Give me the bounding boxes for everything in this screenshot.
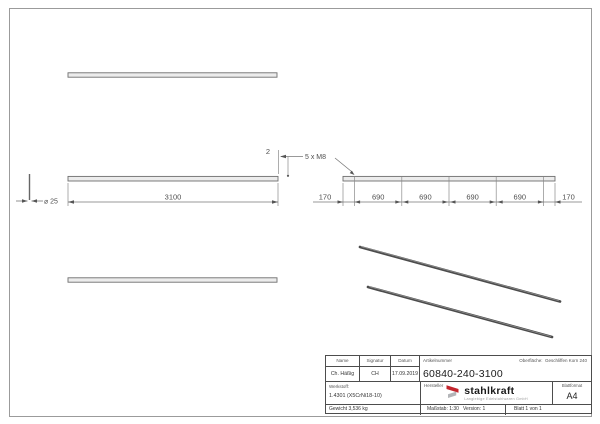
brand-logo: [421, 382, 552, 404]
manufacturer-label: Hersteller: [424, 383, 444, 388]
format-value: A4: [566, 391, 578, 401]
signature-label: Signatur: [360, 356, 390, 367]
signature-cell: [360, 356, 391, 381]
view-bottom-bar: [68, 278, 277, 282]
weight-value: Gewicht 3,536 kg: [329, 406, 368, 412]
sheet-cell: [506, 405, 591, 415]
brand-name: stahlkraft: [464, 384, 515, 397]
material-cell: [326, 382, 421, 404]
holes-callout: [280, 154, 355, 175]
chain-dim-0: 170: [318, 192, 332, 202]
manufacturer-cell: [421, 382, 553, 404]
article-cell: [420, 356, 591, 381]
view-isometric: [360, 247, 560, 337]
surface-label: Oberfläche:: [519, 358, 543, 363]
format-cell: [553, 382, 591, 404]
name-label: Name: [326, 356, 359, 367]
dimension-3100: [68, 193, 278, 204]
titleblock-row-1: [326, 356, 591, 382]
date-value: 17.09.2019: [392, 371, 418, 377]
weight-cell: [326, 405, 421, 415]
signature-value: CH: [371, 371, 379, 377]
titleblock-row-2: [326, 382, 591, 405]
sheet-value: Blatt 1 von 1: [514, 406, 542, 412]
view-top-bar: [68, 73, 277, 77]
brand-tagline: Langlebige Edelstahlwaren GmbH: [464, 396, 528, 401]
version-value: Version: 1: [463, 406, 486, 412]
surface-info: [519, 358, 587, 363]
chain-dim-4: 690: [513, 192, 527, 202]
dim-diameter-label: ⌀ 25: [44, 198, 58, 206]
dim-length-label: 3100: [164, 192, 182, 202]
stahlkraft-logo-icon: [445, 385, 460, 402]
dimension-diameter: [16, 174, 58, 206]
titleblock-row-3: [326, 405, 591, 415]
surface-value: Geschliffen Korn 240: [545, 358, 587, 363]
chain-dim-2: 690: [419, 192, 432, 202]
material-label: Werkstoff:: [329, 384, 350, 389]
view-front: [16, 147, 355, 206]
isometric-rod-2: [368, 287, 552, 337]
chain-dim-5: 170: [562, 192, 575, 202]
date-cell: [391, 356, 420, 381]
title-block: [325, 355, 592, 414]
view-hole-spacing: [313, 176, 582, 206]
name-value: Ch. Häßig: [330, 371, 355, 377]
format-label: Blattformat: [561, 383, 583, 388]
material-value: 1.4301 (X5CrNi18-10): [329, 393, 382, 399]
chain-dim-3: 690: [466, 192, 479, 202]
chain-dim-1: 690: [371, 192, 385, 202]
holes-label: 5 x M8: [305, 154, 327, 161]
name-cell: [326, 356, 360, 381]
dimension-wall: [266, 147, 289, 177]
scale-cell: [421, 405, 506, 415]
article-number: 60840-240-3100: [423, 368, 503, 380]
front-view-bar: [68, 176, 278, 181]
dim-wall-label: 2: [265, 147, 271, 156]
article-label: Artikelnummer: [423, 358, 453, 363]
brand-text-group: [464, 386, 528, 401]
scale-value: Maßstab: 1:30: [427, 406, 459, 412]
date-label: Datum: [391, 356, 419, 367]
